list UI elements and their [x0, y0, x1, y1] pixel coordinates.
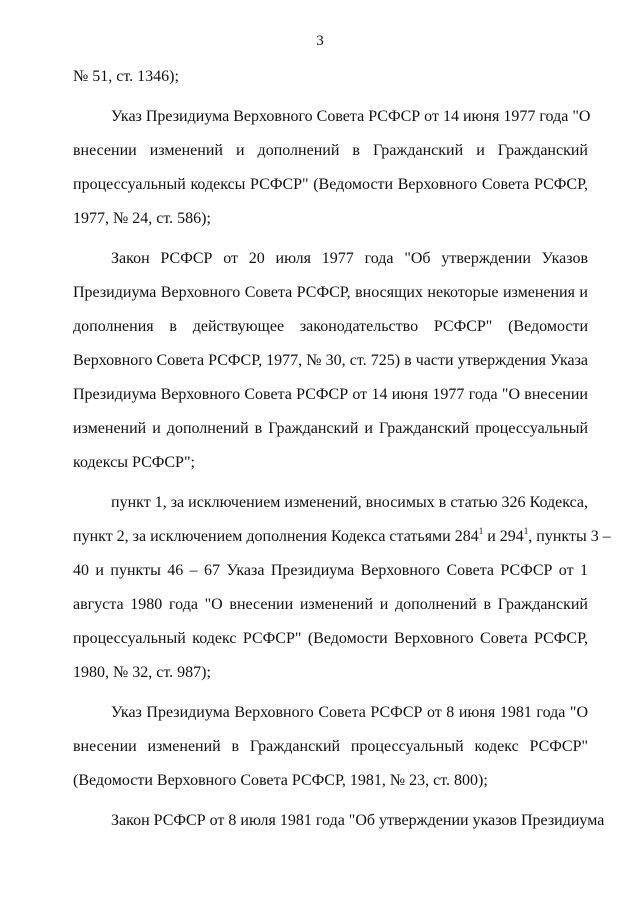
text-line: 1980, № 32, ст. 987);: [73, 664, 211, 681]
text-line: процессуальный кодексы РСФСР" (Ведомости Верховного Совета РСФСР,: [73, 176, 588, 193]
page-number: 3: [316, 33, 324, 49]
text-line: Указ Президиума Верховного Совета РСФСР от 14 июня 1977 года "О: [111, 108, 591, 125]
text-line: внесении изменений и дополнений в Гражданский и Гражданский: [73, 142, 588, 159]
text-line: № 51, ст. 1346);: [73, 68, 179, 85]
text-line: Президиума Верховного Совета РСФСР от 14 июня 1977 года "О внесении: [73, 386, 588, 403]
text-line: Президиума Верховного Совета РСФСР, вносящих некоторые изменения и: [73, 284, 588, 301]
text-line: изменений и дополнений в Гражданский и Гражданский процессуальный: [73, 420, 588, 437]
text-line: 1977, № 24, ст. 586);: [73, 210, 211, 227]
text-line: Указ Президиума Верховного Совета РСФСР от 8 июня 1981 года "О: [111, 704, 588, 721]
text-line: кодексы РСФСР";: [73, 454, 195, 471]
text-line: Закон РСФСР от 20 июля 1977 года "Об утверждении Указов: [111, 250, 588, 267]
text-line: августа 1980 года "О внесении изменений и дополнений в Гражданский: [73, 596, 588, 613]
text-line: Верховного Совета РСФСР, 1977, № 30, ст. 725) в части утверждения Указа: [73, 352, 588, 369]
text-line: Закон РСФСР от 8 июля 1981 года "Об утверждении указов Президиума: [111, 812, 605, 829]
text-line: внесении изменений в Гражданский процессуальный кодекс РСФСР": [73, 738, 588, 755]
text-line: дополнения в действующее законодательство РСФСР" (Ведомости: [73, 318, 588, 335]
text-line: пункт 1, за исключением изменений, вносимых в статью 326 Кодекса,: [111, 494, 588, 511]
text-line: процессуальный кодекс РСФСР" (Ведомости Верховного Совета РСФСР,: [73, 630, 588, 647]
document-body: [73, 60, 611, 838]
text-line: (Ведомости Верховного Совета РСФСР, 1981, № 23, ст. 800);: [73, 772, 488, 789]
text-line: пункт 2, за исключением дополнения Кодекса статьями $284^1$ и $294^1$, пункты 3 –: [73, 526, 611, 545]
text-line: 40 и пункты 46 – 67 Указа Президиума Верховного Совета РСФСР от 1: [73, 562, 588, 579]
